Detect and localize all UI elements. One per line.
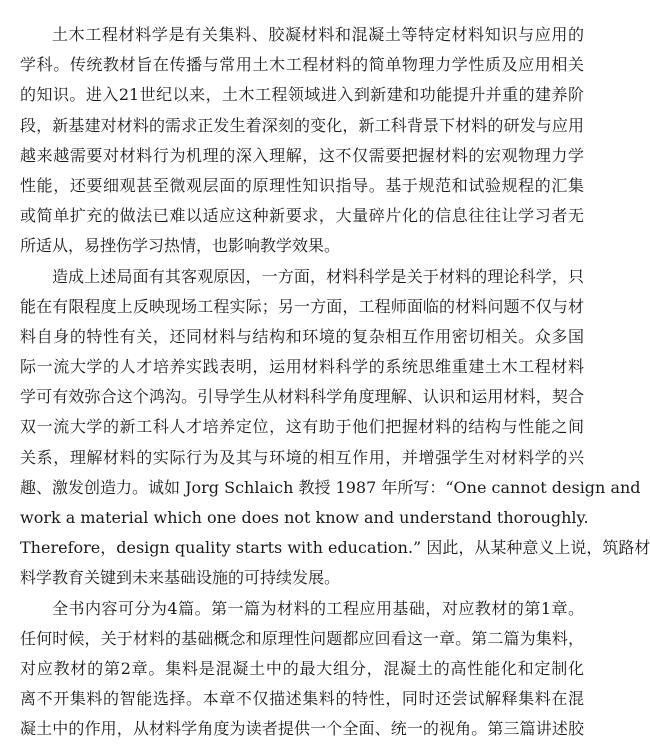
text-line: 段，新基建对材料的需求正发生着深刻的变化，新工科背景下材料的研发与应用: [20, 115, 584, 135]
text-line: 学可有效弥合这个鸿沟。引导学生从材料科学角度理解、认识和运用材料，契合: [20, 387, 584, 407]
paragraph-3: [20, 594, 584, 745]
text-line: 所适从，易挫伤学习热情，也影响教学效果。: [20, 236, 341, 256]
text-line: 造成上述局面有其客观原因，一方面，材料科学是关于材料的理论科学，只: [52, 266, 584, 286]
text-line: 土木工程材料学是有关集料、胶凝材料和混凝土等特定材料知识与应用的: [52, 25, 584, 44]
text-line: 能在有限程度上反映现场工程实际；另一方面，工程师面临的材料问题不仅与材: [20, 296, 584, 316]
text-line: 际一流大学的人才培养实践表明，运用材料科学的系统思维重建土木工程材料: [20, 357, 584, 377]
text-line: 离不开集料的智能选择。本章不仅描述集料的特性，同时还尝试解释集料在混: [20, 689, 584, 709]
text-line: 料学教育关键到未来基础设施的可持续发展。: [20, 568, 341, 588]
text-line: work a material which one does not know and understand thoroughly.: [20, 508, 589, 527]
text-line: 关系，理解材料的实际行为及其与环境的相互作用，并增强学生对材料学的兴: [20, 447, 584, 467]
text-line: Therefore，design quality starts with education.” 因此，从某种意义上说，筑路材: [20, 538, 650, 558]
text-line: 越来越需要对材料行为机理的深入理解，这不仅需要把握材料的宏观物理力学: [20, 145, 584, 165]
text-line: 学科。传统教材旨在传播与常用土木工程材料的简单物理力学性质及应用相关: [20, 55, 584, 75]
text-line: 凝土中的作用，从材料学角度为读者提供一个全面、统一的视角。第三篇讲述胶: [20, 719, 584, 739]
text-line: 全书内容可分为4篇。第一篇为材料的工程应用基础，对应教材的第1章。: [52, 598, 584, 618]
text-line: 的知识。进入21世纪以来，土木工程领域进入到新建和功能提升并重的建养阶: [20, 85, 584, 105]
text-line: 趣、激发创造力。诚如 Jorg Schlaich 教授 1987 年所写：“One cannot design and: [20, 477, 641, 497]
text-line: 性能，还要细观甚至微观层面的原理性知识指导。基于规范和试验规程的汇集: [20, 175, 584, 195]
text-line: 双一流大学的新工科人才培养定位，这有助于他们把握材料的结构与性能之间: [20, 417, 584, 437]
paragraph-2: [20, 262, 650, 594]
text-line: 任何时候，关于材料的基础概念和原理性问题都应回看这一章。第二篇为集料，: [20, 628, 584, 648]
text-line: 对应教材的第2章。集料是混凝土中的最大组分，混凝土的高性能化和定制化: [20, 658, 584, 678]
paragraph-1: [20, 20, 584, 262]
text-line: 料自身的特性有关，还同材料与结构和环境的复杂相互作用密切相关。众多国: [20, 326, 584, 346]
text-line: 或简单扩充的做法已难以适应这种新要求，大量碎片化的信息往往让学习者无: [20, 206, 584, 226]
